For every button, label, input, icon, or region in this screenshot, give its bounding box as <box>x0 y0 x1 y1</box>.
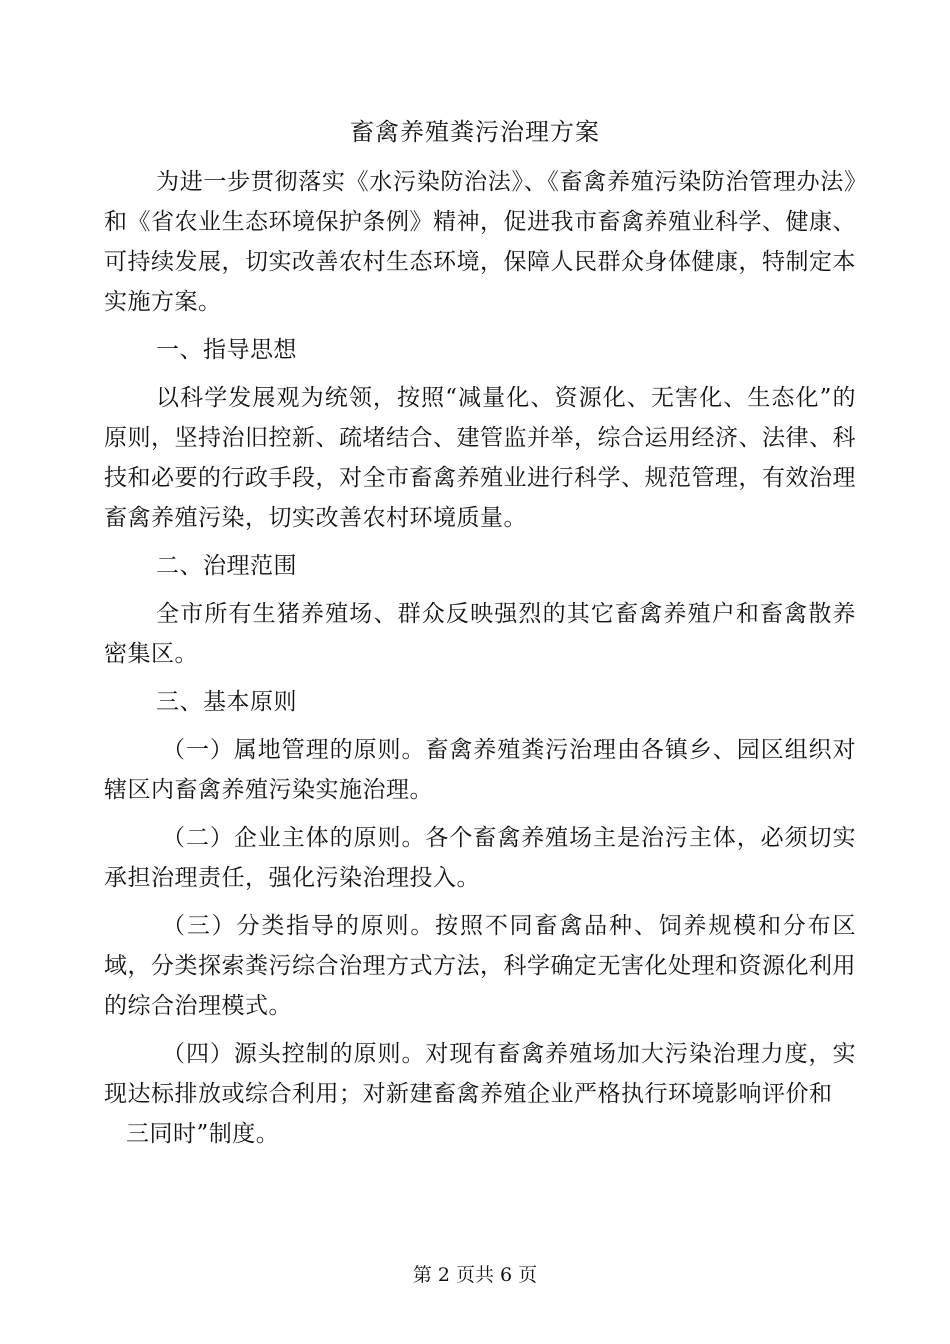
document-title: 畜禽养殖粪污治理方案 <box>350 118 600 146</box>
principle-2-paragraph: （二）企业主体的原则。各个畜禽养殖场主是治污主体，必须切实承担治理责任，强化污染治理投入。 <box>104 825 856 891</box>
principle-1-paragraph: （一）属地管理的原则。畜禽养殖粪污治理由各镇乡、园区组织对辖区内畜禽养殖污染实施治理。 <box>104 737 856 803</box>
page-footer: 第 2 页共 6 页 <box>412 1264 538 1286</box>
document-body <box>104 162 856 1162</box>
section-heading-guiding-ideology: 一、指导思想 <box>156 337 297 363</box>
intro-paragraph: 为进一步贯彻落实《水污染防治法》、《畜禽养殖污染防治管理办法》和《省农业生态环境保护条例》精神，促进我市畜禽养殖业科学、健康、可持续发展，切实改善农村生态环境，保障人民群众身体健康，特制定本实施方案。 <box>104 169 856 315</box>
principle-4-continuation: 三同时”制度。 <box>126 1121 280 1147</box>
section-heading-principles: 三、基本原则 <box>156 689 297 715</box>
principle-3-paragraph: （三）分类指导的原则。按照不同畜禽品种、饲养规模和分布区域，分类探索粪污综合治理方式方法，科学确定无害化处理和资源化利用的综合治理模式。 <box>104 913 856 1019</box>
principle-4-paragraph: （四）源头控制的原则。对现有畜禽养殖场加大污染治理力度，实现达标排放或综合利用；对新建畜禽养殖企业严格执行环境影响评价和 <box>104 1041 856 1107</box>
scope-paragraph: 全市所有生猪养殖场、群众反映强烈的其它畜禽养殖户和畜禽散养密集区。 <box>104 601 856 667</box>
section-heading-scope: 二、治理范围 <box>156 553 297 579</box>
guiding-ideology-paragraph: 以科学发展观为统领，按照“减量化、资源化、无害化、生态化”的原则，坚持治旧控新、疏堵结合、建管监并举，综合运用经济、法律、科技和必要的行政手段，对全市畜禽养殖业进行科学、规范管理，有效治理畜禽养殖污染，切实改善农村环境质量。 <box>104 385 856 531</box>
